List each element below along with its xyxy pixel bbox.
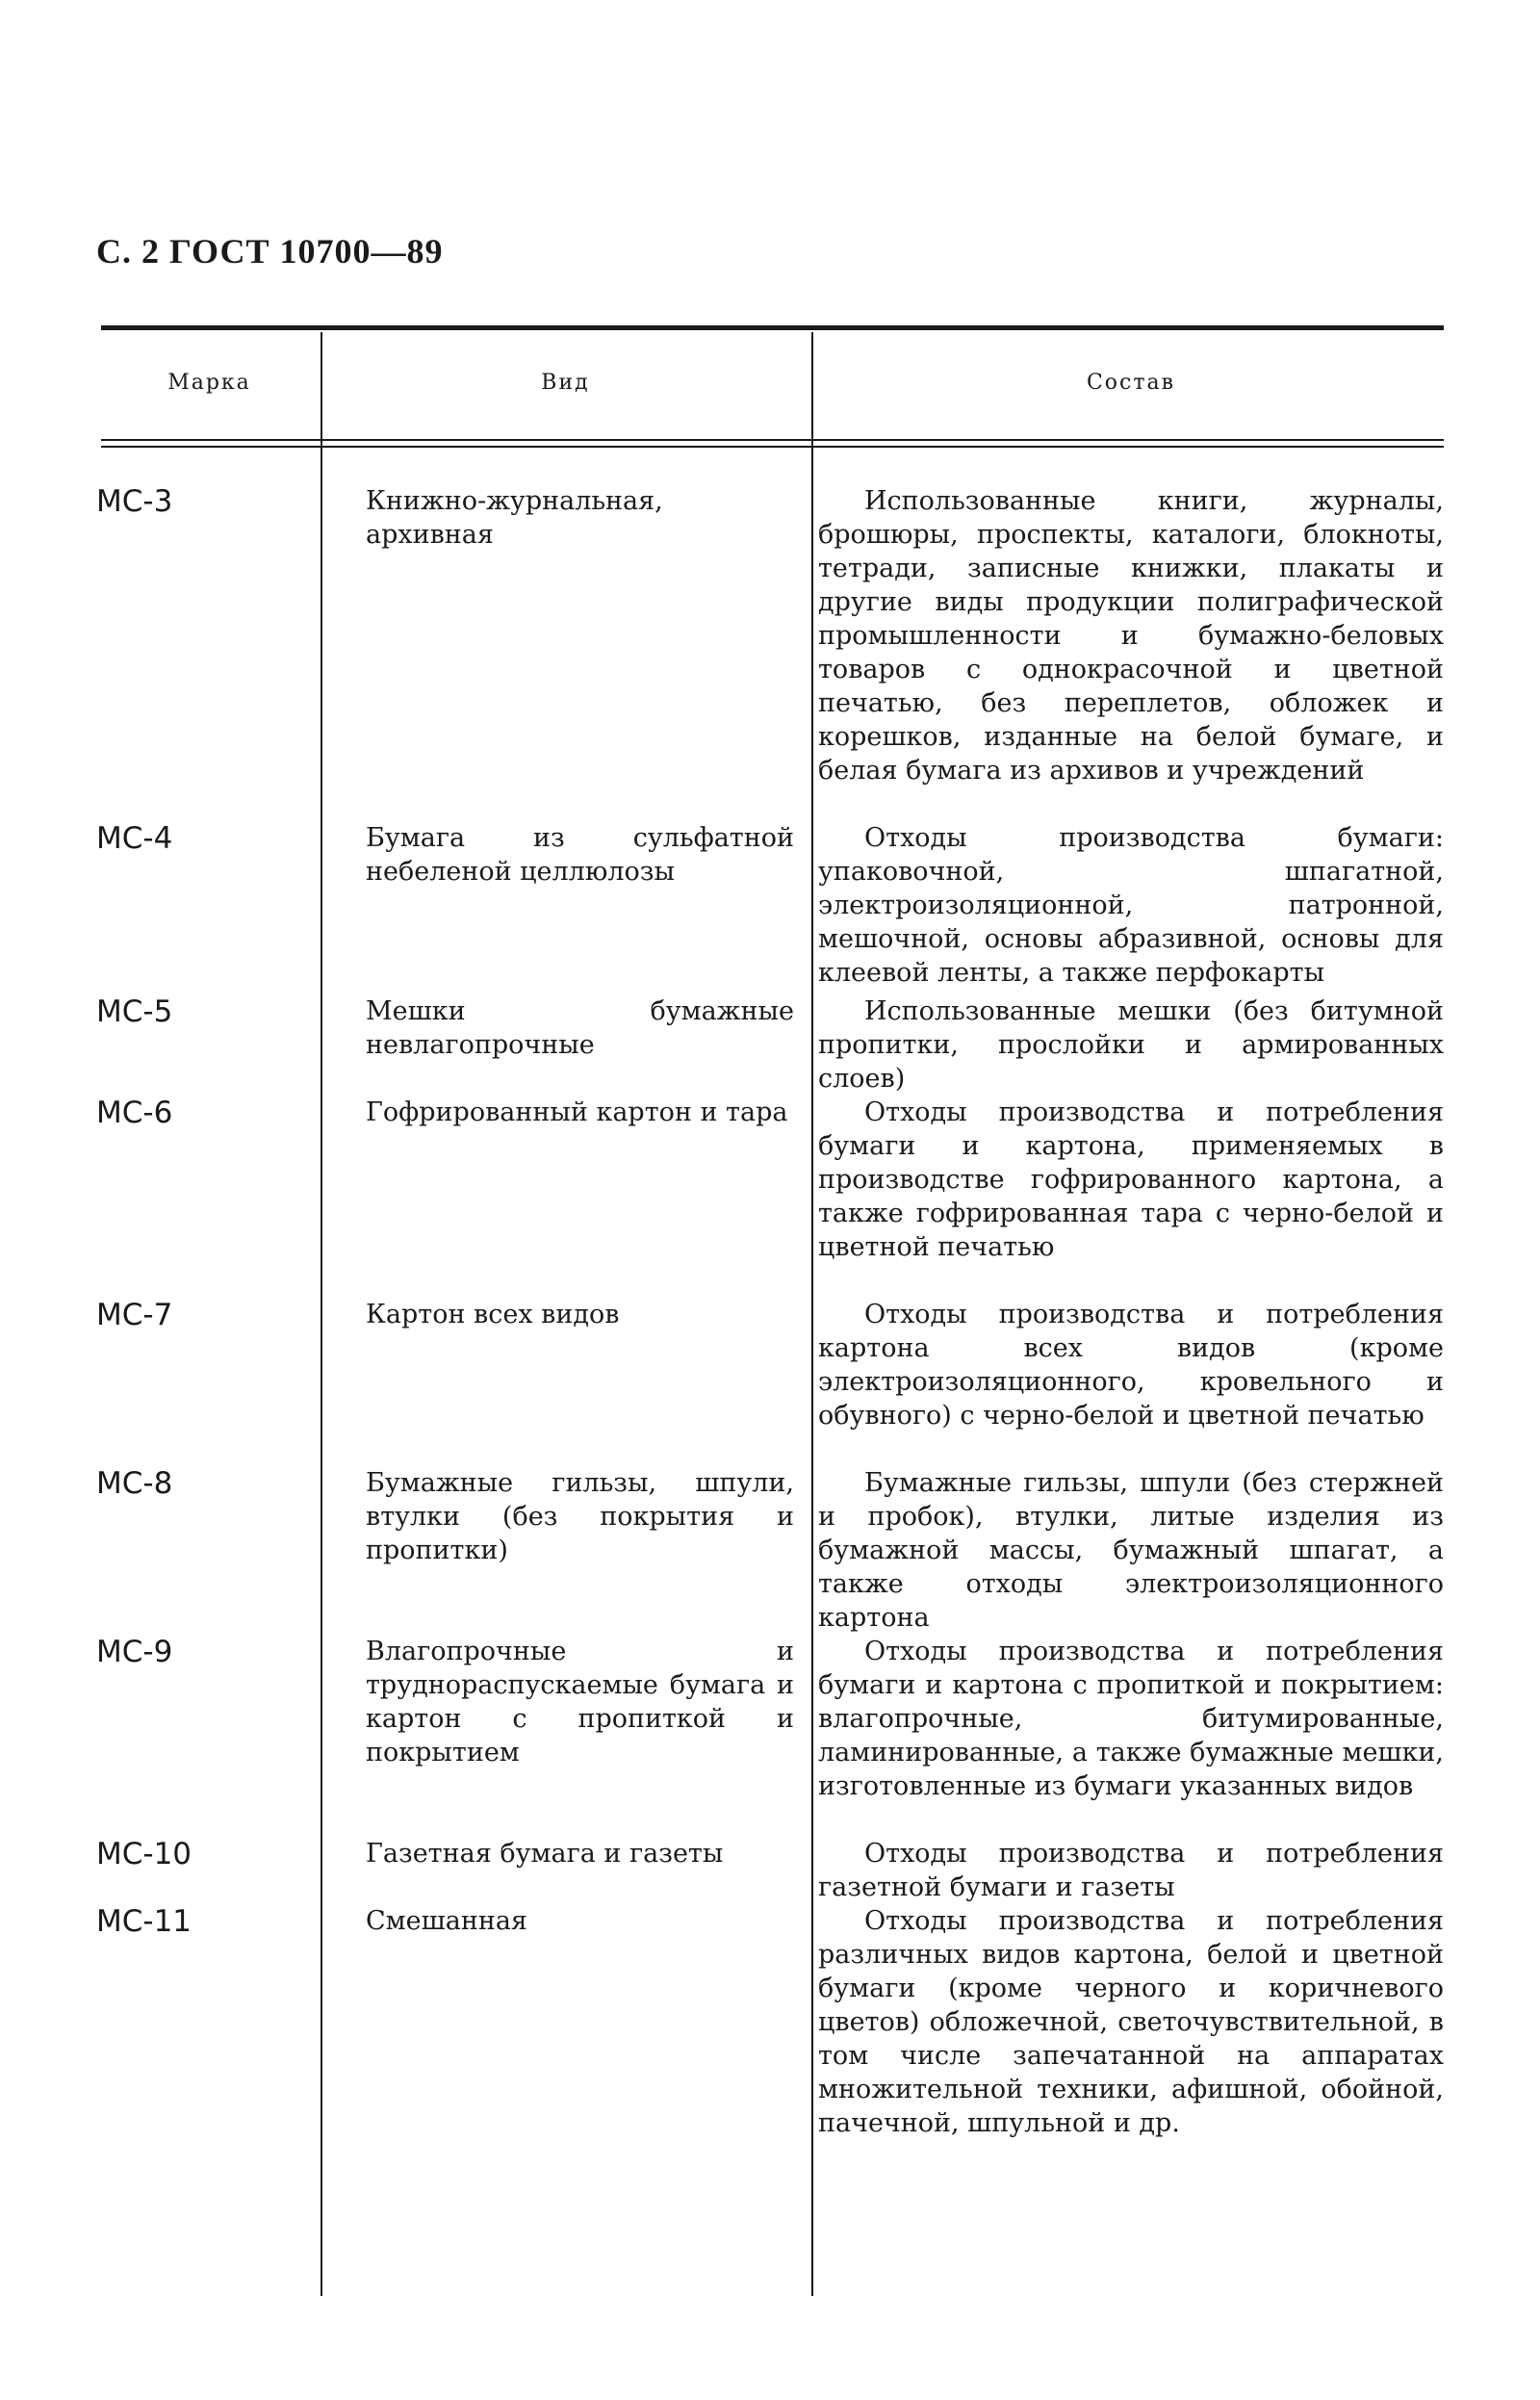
column-header-kind: Вид [541, 371, 590, 395]
grade-composition: Отходы производства и потребления картона всех видов (кроме электроизоляционного, кровельного и обувного) с черно-белой и цветной печатью [818, 1300, 1444, 1431]
grade-composition: Отходы производства и потребления бумаги и картона с пропиткой и покрытием: влагопрочные, битумированные, ламинированные, а также бумажные мешки, изготовленные из бумаги указанных видов [818, 1637, 1444, 1801]
grade-composition: Отходы производства бумаги: упаковочной, шпагатной, электроизоляционной, патронной, мешочной, основы абразивной, основы для клеевой ленты, а также перфокарты [818, 823, 1444, 988]
column-divider [811, 332, 813, 2296]
grade-composition: Отходы производства и потребления бумаги и картона, применяемых в производстве гофрированного картона, а также гофрированная тара с черно-белой и цветной печатью [818, 1097, 1444, 1262]
grade-kind: Влагопрочные и труднораспускаемые бумага и картон с пропиткой и покрытием [366, 1637, 794, 1768]
grade-composition: Отходы производства и потребления газетной бумаги и газеты [818, 1839, 1444, 1902]
grade-kind: Гофрированный картон и тара [366, 1097, 788, 1127]
grade-kind: Книжно-журнальная, архивная [366, 486, 663, 550]
grade-kind: Бумага из сульфатной небеленой целлюлозы [366, 823, 794, 887]
grade-kind: Смешанная [366, 1906, 527, 1936]
table-top-rule [101, 325, 1444, 330]
column-header-composition: Состав [1086, 371, 1176, 395]
grade-kind: Бумажные гильзы, шпули, втулки (без покрытия и пропитки) [366, 1468, 794, 1565]
column-header-mark: Марка [167, 371, 251, 395]
grade-code: МС-9 [96, 1635, 173, 1669]
grade-composition: Использованные мешки (без битумной пропитки, прослойки и армированных слоев) [818, 996, 1444, 1094]
grade-code: МС-6 [96, 1096, 173, 1130]
grade-kind: Картон всех видов [366, 1300, 620, 1329]
grade-kind: Мешки бумажные невлагопрочные [366, 996, 794, 1060]
grade-code: МС-7 [96, 1298, 173, 1332]
column-divider [321, 332, 322, 2296]
grade-code: МС-3 [96, 484, 173, 519]
grade-code: МС-11 [96, 1904, 192, 1939]
table-header-rule-double [101, 446, 1444, 448]
table-header-rule [101, 439, 1444, 441]
grade-composition: Бумажные гильзы, шпули (без стержней и пробок), втулки, литые изделия из бумажной массы, бумажный шпагат, а также отходы электроизоляционного картона [818, 1468, 1444, 1633]
grade-code: МС-8 [96, 1466, 173, 1501]
grade-code: МС-5 [96, 994, 173, 1029]
grade-composition: Использованные книги, журналы, брошюры, проспекты, каталоги, блокноты, тетради, записные книжки, плакаты и другие виды продукции полиграфической промышленности и бумажно-беловых товаров с однокрасочной и цветной печатью, без переплетов, обложек и корешков, изданные на белой бумаге, и белая бумага из архивов и учреждений [818, 486, 1444, 786]
grade-composition: Отходы производства и потребления различных видов картона, белой и цветной бумаги (кроме черного и коричневого цветов) обложечной, светочувствительной, в том числе запечатанной на аппаратах множительной техники, афишной, обойной, пачечной, шпульной и др. [818, 1906, 1444, 2138]
grade-code: МС-10 [96, 1837, 192, 1871]
grade-kind: Газетная бумага и газеты [366, 1839, 724, 1869]
grade-code: МС-4 [96, 821, 173, 856]
page-header: С. 2 ГОСТ 10700—89 [96, 232, 444, 271]
